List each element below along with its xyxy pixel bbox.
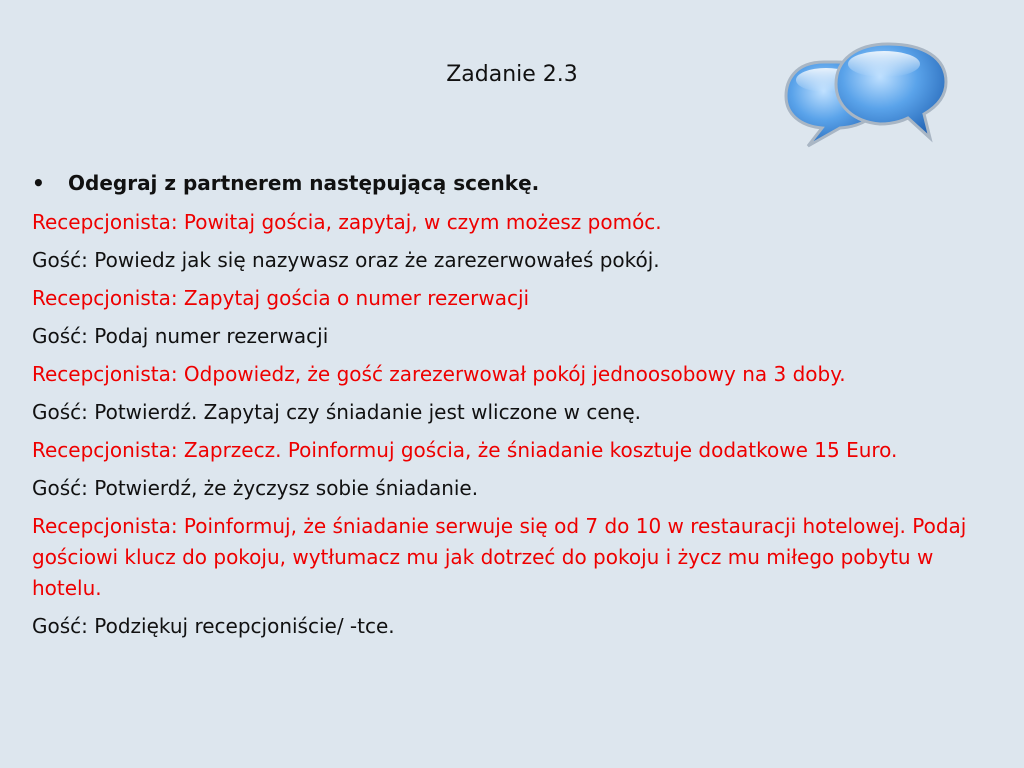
speech-bubbles-icon [780,38,950,150]
instruction-text: Odegraj z partnerem następującą scenkę. [68,171,540,195]
slide-content [32,168,992,649]
dialogue-line-guest: Gość: Potwierdź. Zapytaj czy śniadanie jest wliczone w cenę. [32,400,641,424]
dialogue-line-guest: Gość: Podaj numer rezerwacji [32,324,329,348]
bullet-instruction [32,168,992,199]
dialogue-line-receptionist: Recepcjonista: Poinformuj, że śniadanie serwuje się od 7 do 10 w restauracji hotelowej. Podaj gościowi klucz do pokoju, wytłumacz mu jak dotrzeć do pokoju i życz mu miłego pobytu w hotelu. [32,514,967,600]
dialogue-line-receptionist: Recepcjonista: Powitaj gościa, zapytaj, w czym możesz pomóc. [32,210,662,234]
dialogue-line-receptionist: Recepcjonista: Odpowiedz, że gość zarezerwował pokój jednoosobowy na 3 doby. [32,362,846,386]
dialogue-line-guest: Gość: Podziękuj recepcjoniście/ -tce. [32,614,395,638]
bullet-icon: • [32,171,45,195]
dialogue-line-guest: Gość: Potwierdź, że życzysz sobie śniadanie. [32,476,479,500]
slide-title: Zadanie 2.3 [446,62,578,87]
dialogue-line-receptionist: Recepcjonista: Zapytaj gościa o numer rezerwacji [32,286,530,310]
dialogue-line-receptionist: Recepcjonista: Zaprzecz. Poinformuj gościa, że śniadanie kosztuje dodatkowe 15 Euro. [32,438,898,462]
dialogue-line-guest: Gość: Powiedz jak się nazywasz oraz że zarezerwowałeś pokój. [32,248,660,272]
